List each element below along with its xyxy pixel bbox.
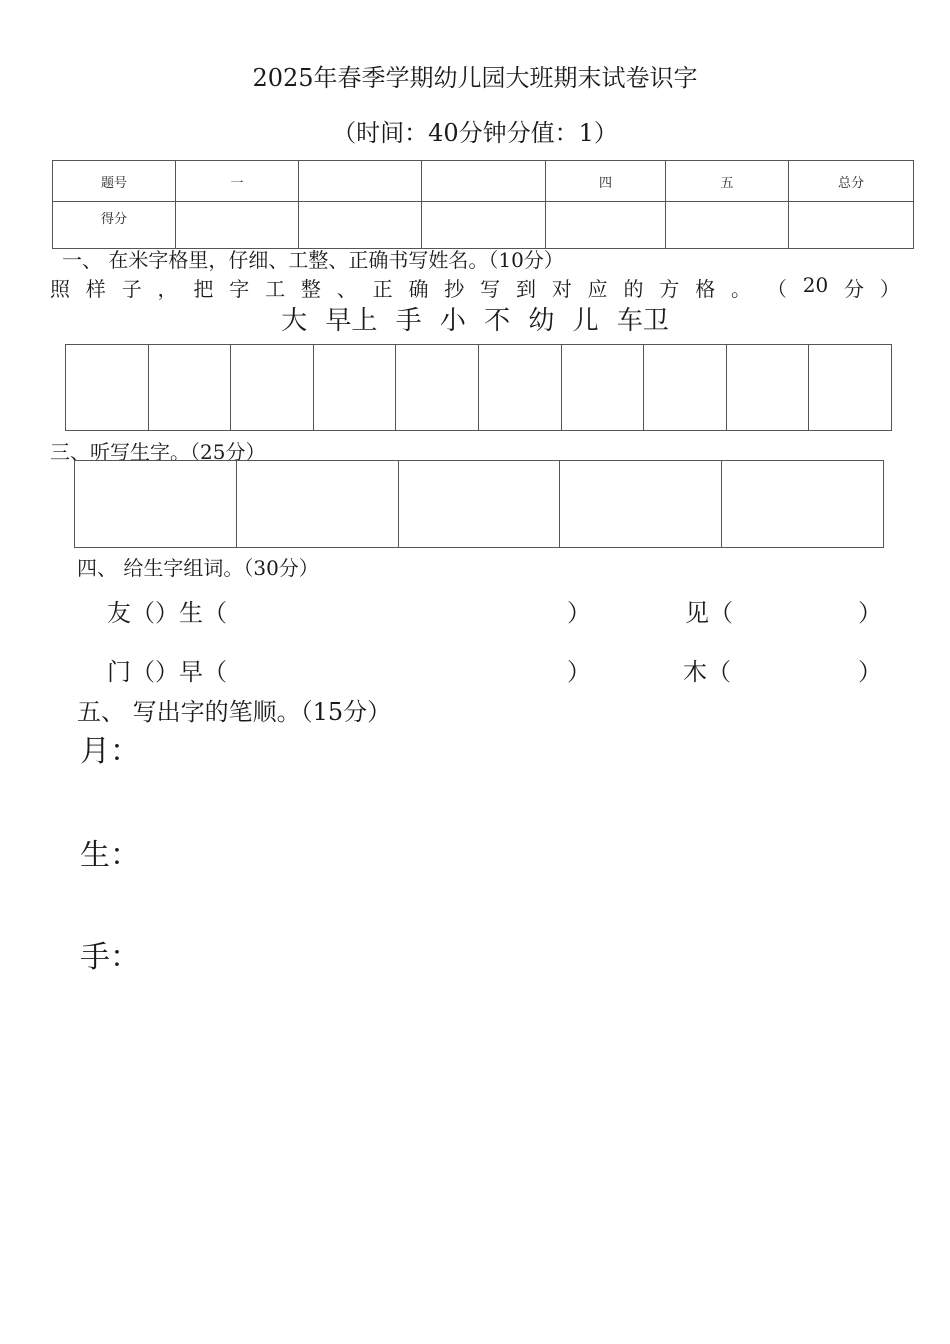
score-header-cell: 一 (176, 161, 299, 202)
dictation-box[interactable] (75, 461, 237, 547)
section-2-char: 工 (265, 277, 286, 301)
section-2-char: ， (157, 277, 178, 301)
dictation-box[interactable] (560, 461, 722, 547)
word-row-1-right: 见（ (685, 599, 733, 627)
word-row-1-close: ） (567, 599, 591, 627)
word-row-2-right-close: ） (858, 658, 882, 686)
section-2-char: 字 (229, 277, 250, 301)
score-cell[interactable] (789, 202, 914, 249)
section-2-char: 写 (480, 277, 501, 301)
writing-box[interactable] (149, 345, 232, 430)
score-cell: 得分 (53, 202, 176, 249)
section-2-char: 的 (623, 277, 644, 301)
section-2-char: 确 (408, 277, 429, 301)
dictation-box[interactable] (722, 461, 883, 547)
copy-writing-grid (65, 344, 892, 431)
dictation-box[interactable] (399, 461, 561, 547)
writing-box[interactable] (479, 345, 562, 430)
section-2-char: 正 (372, 277, 393, 301)
section-2-char: 、 (336, 277, 357, 301)
section-2-char: （ (766, 277, 787, 301)
section-4-heading: 四、 给生字组词。（30分） (77, 556, 319, 580)
score-header-cell: 题号 (53, 161, 176, 202)
section-2-char: 分 (844, 277, 865, 301)
score-table (52, 160, 914, 249)
score-header-cell: 四 (546, 161, 666, 202)
copy-characters: 大 早上 手 小 不 幼 儿 车卫 (281, 306, 669, 336)
section-2-char: 照 (50, 277, 70, 301)
score-header-cell: 总分 (789, 161, 914, 202)
score-cell[interactable] (422, 202, 546, 249)
section-2-char: 应 (587, 277, 608, 301)
section-2-char: 把 (193, 277, 214, 301)
section-1-heading: 一、 在米字格里，仔细、工整、正确书写姓名。（10分） (62, 248, 564, 272)
score-header-cell (299, 161, 422, 202)
section-2-char: 格 (695, 277, 716, 301)
section-3-heading: 三、听写生字。（25分） (50, 440, 266, 464)
section-2-heading (50, 273, 900, 302)
page-subtitle: （时间：40分钟分值：1） (332, 119, 618, 147)
writing-box[interactable] (396, 345, 479, 430)
section-2-char: 抄 (444, 277, 465, 301)
stroke-order-item: 月： (80, 734, 140, 769)
section-2-char: ） (879, 277, 900, 301)
section-2-char: 到 (515, 277, 536, 301)
score-table-score-row (53, 202, 914, 249)
dictation-box[interactable] (237, 461, 399, 547)
dictation-grid (74, 460, 884, 548)
writing-box[interactable] (727, 345, 810, 430)
section-2-char: 子 (121, 277, 142, 301)
writing-box[interactable] (66, 345, 149, 430)
section-2-char: 样 (85, 277, 106, 301)
word-row-1-left: 友（）生（ (107, 599, 227, 627)
score-header-cell (422, 161, 546, 202)
stroke-order-item: 手： (80, 940, 140, 975)
writing-box[interactable] (314, 345, 397, 430)
stroke-order-item: 生： (80, 838, 140, 873)
word-row-1-right-close: ） (858, 599, 882, 627)
section-2-char: 对 (551, 277, 572, 301)
score-cell[interactable] (666, 202, 789, 249)
score-cell[interactable] (176, 202, 299, 249)
section-2-char: 20 (802, 273, 829, 297)
section-2-char: 整 (300, 277, 321, 301)
word-row-2-close: ） (567, 658, 591, 686)
writing-box[interactable] (562, 345, 645, 430)
score-header-cell: 五 (666, 161, 789, 202)
section-2-char: 方 (659, 277, 680, 301)
score-cell[interactable] (546, 202, 666, 249)
score-cell[interactable] (299, 202, 422, 249)
score-table-header-row (53, 161, 914, 202)
writing-box[interactable] (644, 345, 727, 430)
writing-box[interactable] (809, 345, 891, 430)
word-row-2-right: 木（ (683, 658, 731, 686)
page-title: 2025年春季学期幼儿园大班期末试卷识字 (252, 64, 698, 92)
section-5-heading: 五、 写出字的笔顺。（15分） (77, 698, 392, 726)
word-row-2-left: 门（）早（ (107, 658, 227, 686)
writing-box[interactable] (231, 345, 314, 430)
section-2-char: 。 (731, 277, 752, 301)
